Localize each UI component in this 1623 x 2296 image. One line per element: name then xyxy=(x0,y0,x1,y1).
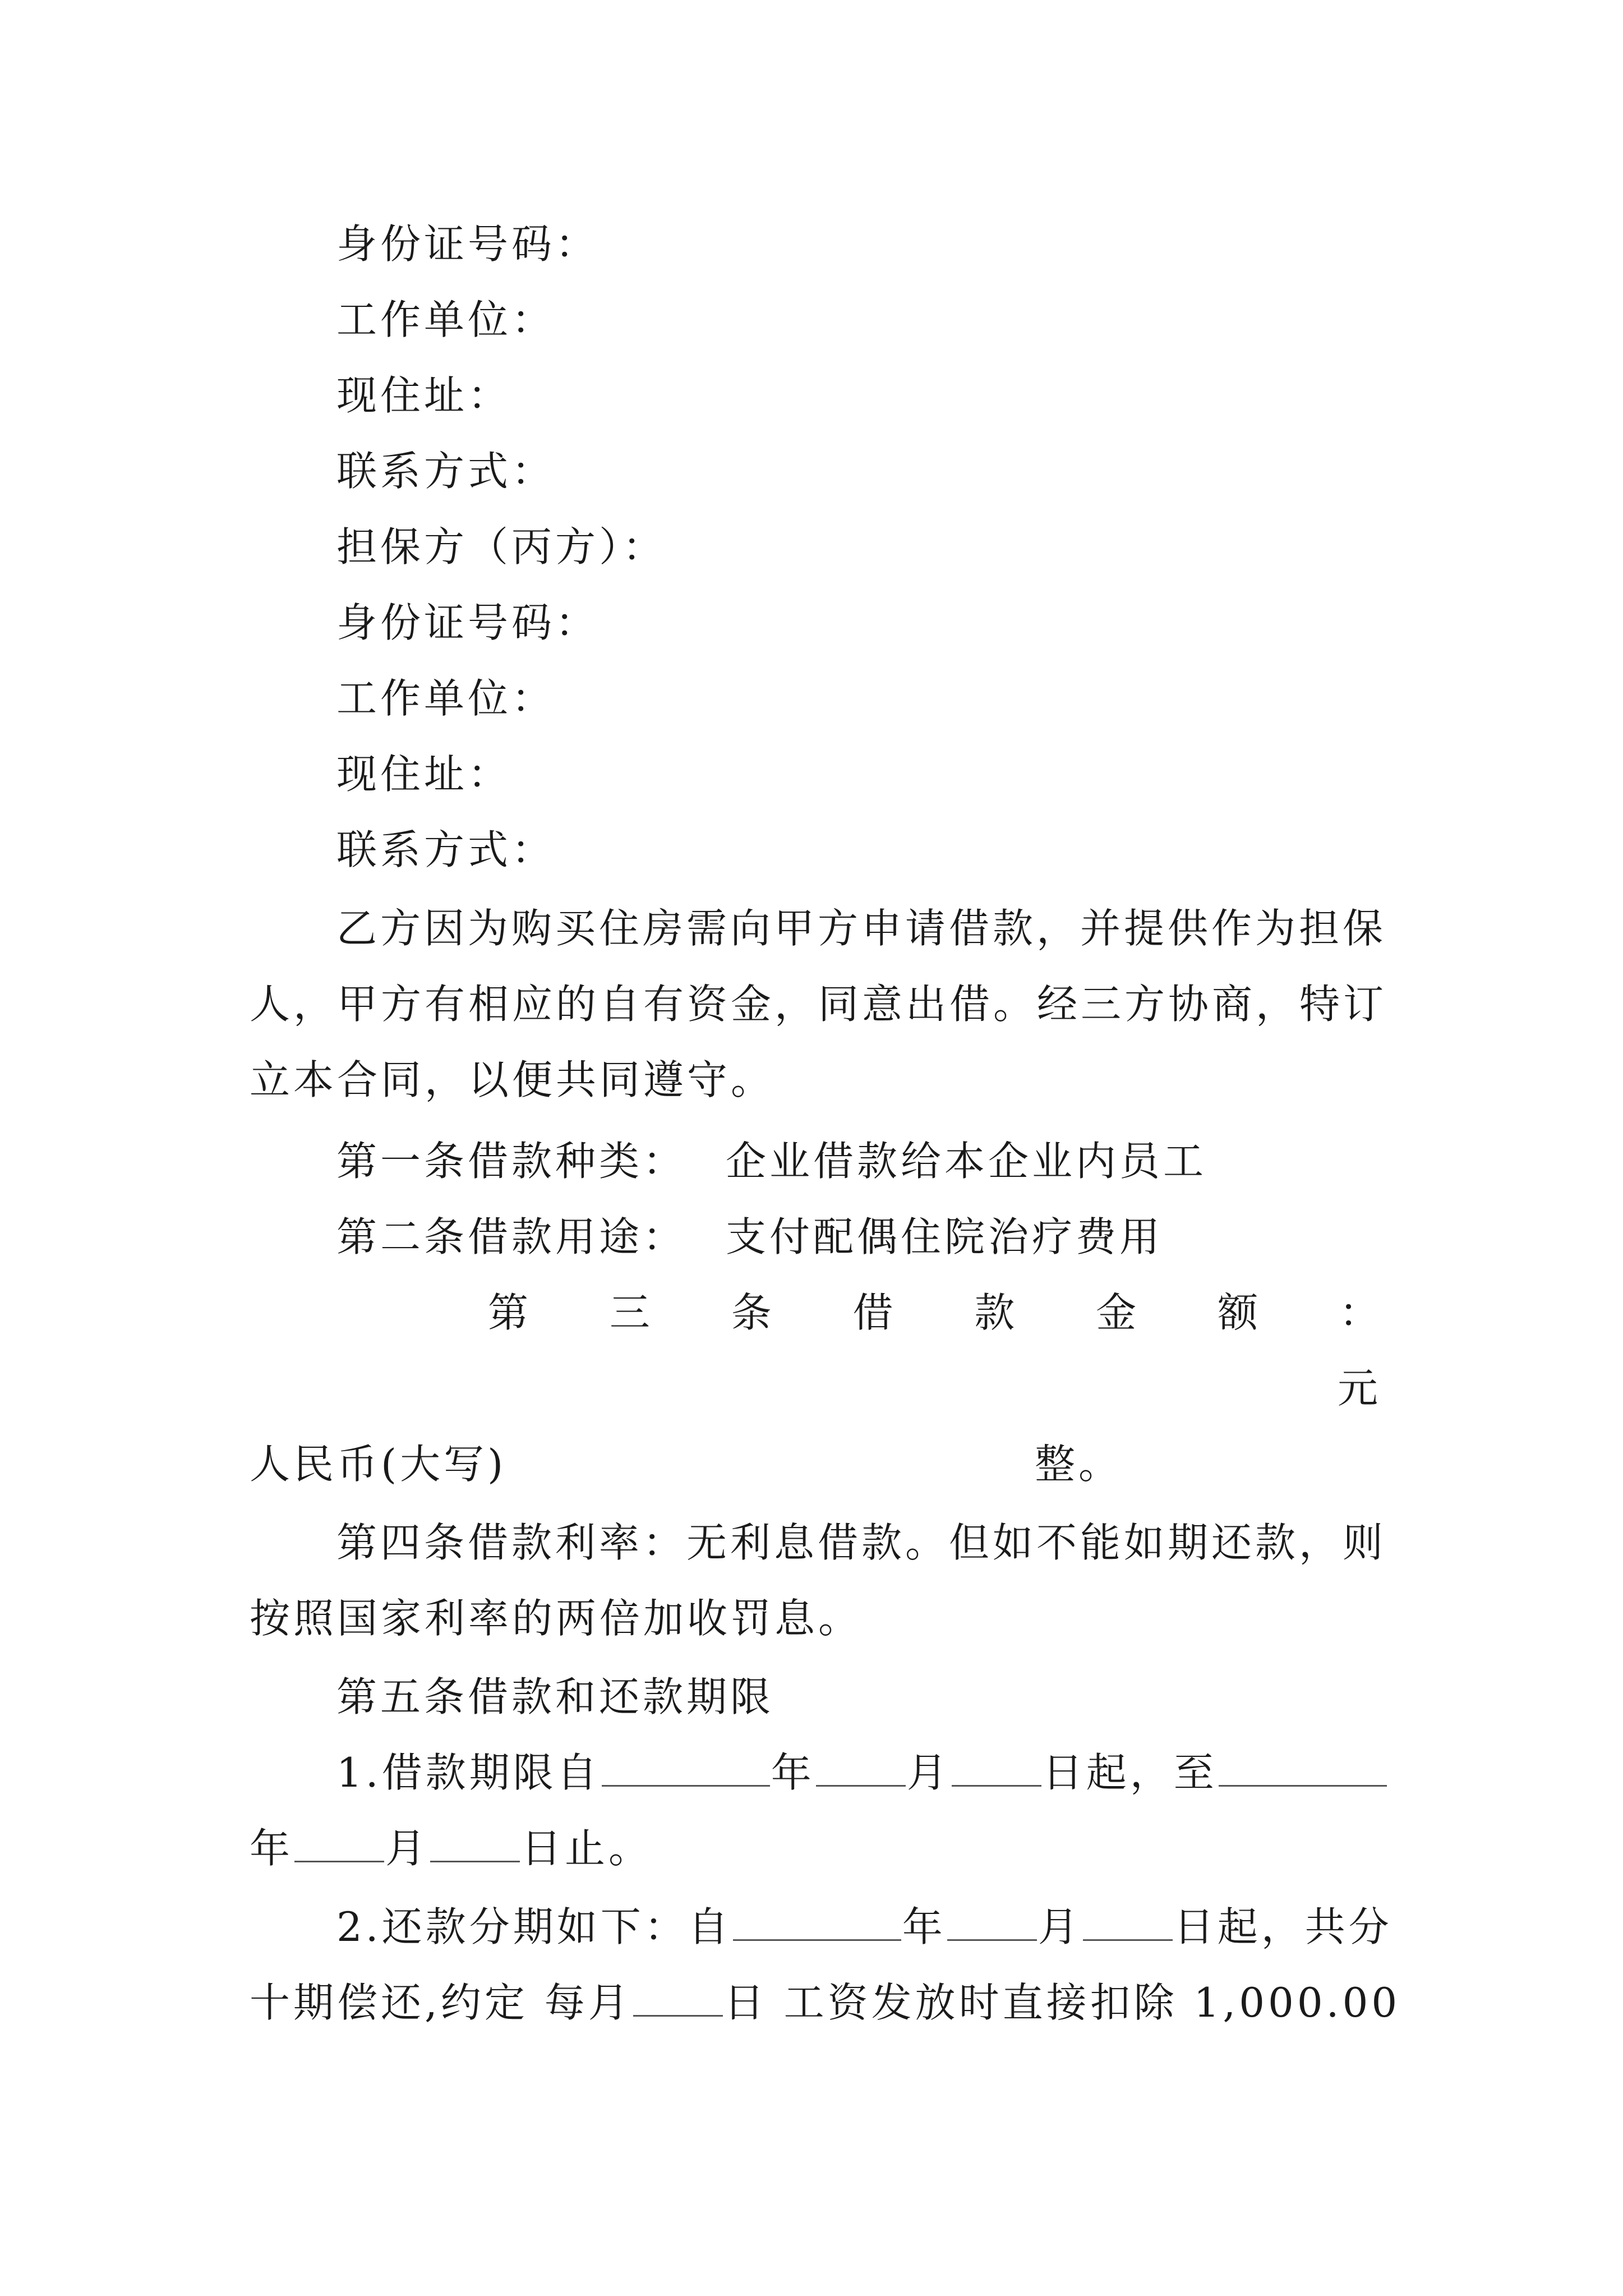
article-4-line-1: 第四条借款利率：无利息借款。但如不能如期还款，则 xyxy=(336,1519,1387,1566)
paragraph-intro-3: 立本合同，以便共同遵守。 xyxy=(250,1056,775,1103)
article-1-value: 企业借款给本企业内员工 xyxy=(726,1138,1207,1185)
year-label: 年 xyxy=(250,1825,294,1872)
article-5-title: 第五条借款和还款期限 xyxy=(336,1673,774,1720)
year-label: 年 xyxy=(771,1749,815,1796)
year-blank xyxy=(1219,1745,1387,1787)
id-number-line-2: 身份证号码： xyxy=(336,599,600,646)
article-3-char: 借 xyxy=(852,1289,893,1336)
article-3-heading xyxy=(488,1285,1380,1341)
article-3-unit: 元 xyxy=(1338,1365,1382,1412)
paragraph-intro-2: 人，甲方有相应的自有资金，同意出借。经三方协商，特订 xyxy=(250,981,1387,1028)
article-3-end: 整。 xyxy=(1035,1441,1123,1488)
month-blank xyxy=(816,1745,906,1787)
article-3-char: 款 xyxy=(974,1289,1015,1336)
article-2-label: 第二条借款用途： xyxy=(336,1213,687,1260)
contact-line-1: 联系方式： xyxy=(336,448,556,495)
article-3-rmb: 人民币(大写) xyxy=(250,1441,507,1488)
day-blank xyxy=(633,1975,723,2017)
item-2-line-2 xyxy=(250,1975,1401,2031)
article-2-value: 支付配偶住院治疗费用 xyxy=(726,1213,1164,1260)
item-2-line-1 xyxy=(336,1899,1393,1955)
item-1-line-1 xyxy=(336,1745,1388,1801)
address-line-1: 现住址： xyxy=(336,372,512,419)
article-3-char: 三 xyxy=(609,1289,650,1336)
article-2 xyxy=(336,1209,1163,1265)
day-blank xyxy=(952,1745,1041,1787)
day-from-label: 日起，至 xyxy=(1042,1749,1218,1796)
item-2-deduction: 日 工资发放时直接扣除 1,000.00 xyxy=(723,1979,1401,2026)
year-blank xyxy=(733,1899,901,1941)
guarantor-line: 担保方（丙方）： xyxy=(336,523,667,570)
article-3-char: ： xyxy=(1339,1289,1380,1336)
item-1-prefix: 1.借款期限自 xyxy=(336,1749,601,1796)
article-1 xyxy=(336,1133,1207,1189)
day-blank xyxy=(1083,1899,1173,1941)
month-blank xyxy=(294,1820,384,1862)
item-1-line-2 xyxy=(250,1820,1377,1876)
day-blank xyxy=(430,1820,520,1862)
month-blank xyxy=(947,1899,1037,1941)
paragraph-intro-1: 乙方因为购买住房需向甲方申请借款，并提供作为担保 xyxy=(336,905,1387,952)
article-3-char: 额 xyxy=(1218,1289,1258,1336)
year-label: 年 xyxy=(902,1903,946,1950)
id-number-line-1: 身份证号码： xyxy=(336,220,600,268)
address-line-2: 现住址： xyxy=(336,751,512,798)
item-2-prefix: 2.还款分期如下：自 xyxy=(336,1903,732,1950)
article-3-char: 条 xyxy=(731,1289,772,1336)
work-unit-line-2: 工作单位： xyxy=(336,675,556,722)
article-1-label: 第一条借款种类： xyxy=(336,1138,687,1185)
month-label: 月 xyxy=(906,1749,951,1796)
contact-line-2: 联系方式： xyxy=(336,826,556,873)
item-2-tail: 日起，共分 xyxy=(1173,1903,1393,1950)
item-2-monthly: 十期偿还,约定 每月 xyxy=(250,1979,632,2026)
article-3-char: 第 xyxy=(488,1289,529,1336)
month-label: 月 xyxy=(1038,1903,1082,1950)
year-blank xyxy=(602,1745,770,1787)
day-end-label: 日止。 xyxy=(521,1825,653,1872)
article-4-line-2: 按照国家利率的两倍加收罚息。 xyxy=(250,1595,863,1642)
work-unit-line-1: 工作单位： xyxy=(336,296,556,343)
month-label: 月 xyxy=(385,1825,430,1872)
article-3-char: 金 xyxy=(1096,1289,1137,1336)
